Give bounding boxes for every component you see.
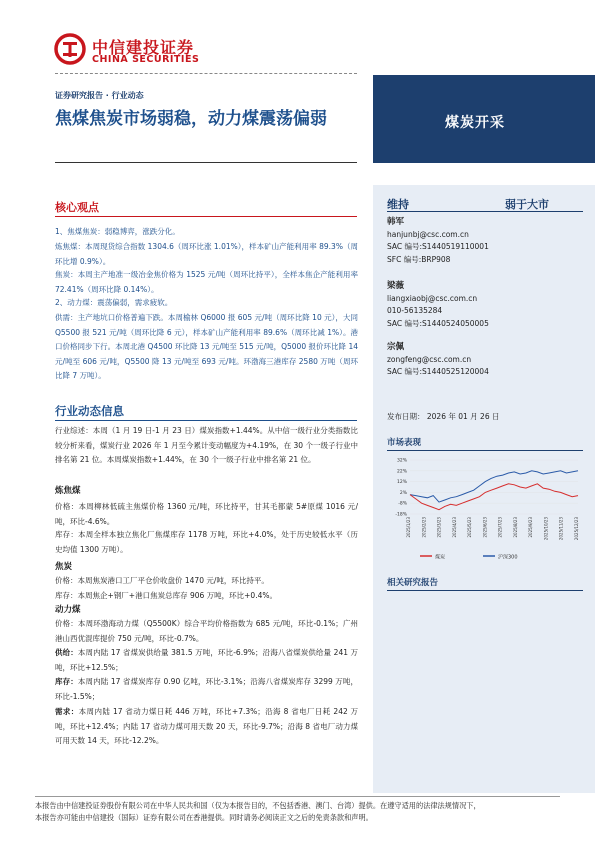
analyst-line: 010-56135284 bbox=[387, 306, 443, 315]
industry-heading: 行业动态信息 bbox=[55, 404, 124, 418]
coking-coal-stock: 库存：本周全样本独立焦化厂焦煤库存 1178 万吨，环比+4.0%，处于历史较低水平（历史均值 1300 万吨）。 bbox=[55, 530, 358, 554]
y-tick-label: -8% bbox=[398, 501, 407, 507]
core-point: 供需：主产地坑口价格普遍下跌。本周榆林 Q6000 报 605 元/吨（周环比降 10 元），大同 Q5500 报 521 元/吨（周环比降 6 元），样本矿山产能利用率 89.6%（周环比减 1%）。港口价格同步下行。本周北港 Q4500 环比降 13 元/吨至 515 元/吨，Q5000 报价环比降 14 元/吨至 606 元/吨，Q5500 降 13 元/吨至 693 元/吨。环渤海三港库存 2580 万吨（周环比降 7 万吨）。 bbox=[55, 313, 358, 380]
core-point: 2、动力煤：震荡偏弱，需求疲软。 bbox=[55, 298, 173, 307]
analyst-name: 梁薇 bbox=[387, 281, 405, 291]
legend-label-hs300: 沪深300 bbox=[498, 554, 518, 561]
industry-divider bbox=[55, 420, 357, 421]
coke-heading: 焦炭 bbox=[55, 562, 73, 572]
industry-summary: 行业综述：本周（1 月 19 日-1 月 23 日）煤炭指数+1.44%。从中信一级行业分类指数比较分析来看，煤炭行业 2026 年 1 月至今累计变动幅度为+4.19%，在 30 个一级子行业中排名第 21 位。本周煤炭指数+1.44%，在 30 个一级子行业中排名第 21 位。 bbox=[55, 426, 358, 464]
analyst-block bbox=[387, 280, 489, 330]
thermal-coal-supply bbox=[55, 646, 358, 675]
analyst-block bbox=[387, 341, 489, 379]
market-divider bbox=[387, 450, 583, 451]
core-point: 1、焦煤焦炭：弱稳博弈，涨跌分化。 bbox=[55, 227, 180, 236]
analyst-line: SAC 编号:S1440525120004 bbox=[387, 367, 489, 376]
market-performance-chart bbox=[388, 454, 584, 564]
header-divider bbox=[55, 73, 357, 74]
demand-text: 本周内陆 17 省动力煤日耗 446 万吨，环比+7.3%；沿海 8 省电厂日耗 242 万吨，环比+12.4%；内陆 17 省动力煤可用天数 20 天，环比-9.7%；沿海 8 省电厂动力煤可用天数 14 天，环比-12.2%。 bbox=[55, 707, 359, 745]
demand-label: 需求： bbox=[55, 707, 79, 716]
coking-coal-heading: 炼焦煤 bbox=[55, 486, 81, 496]
stock-text: 本周内陆 17 省煤炭库存 0.90 亿吨，环比-3.1%；沿海八省煤炭库存 3299 万吨，环比-1.5%； bbox=[55, 677, 359, 701]
analyst-line: SAC 编号:S1440524050005 bbox=[387, 318, 489, 328]
coke-price: 价格：本周焦炭港口工厂平仓价收盘价 1470 元/吨，环比持平。 bbox=[55, 576, 269, 585]
stock-label: 库存： bbox=[55, 677, 78, 686]
logo-cn-text: 中信建投证券 bbox=[92, 38, 195, 57]
title-divider bbox=[55, 162, 357, 163]
x-tick-label: 2025/8/23 bbox=[512, 517, 518, 538]
y-tick-label: 32% bbox=[396, 458, 407, 464]
x-tick-label: 2025/7/23 bbox=[497, 517, 503, 538]
report-type: 证券研究报告 · 行业动态 bbox=[55, 91, 144, 100]
analyst-line: SAC 编号:S1440519110001 bbox=[387, 242, 489, 251]
x-tick-label: 2025/4/23 bbox=[451, 517, 457, 538]
analyst-email: liangxiaobj@csc.com.cn bbox=[387, 293, 478, 303]
rating-divider bbox=[387, 211, 583, 212]
analyst-name: 宗佩 bbox=[387, 342, 405, 352]
related-reports-title: 相关研究报告 bbox=[387, 578, 439, 588]
disclaimer-line: 本报告由中信建投证券股份有限公司在中华人民共和国（仅为本报告目的，不包括香港、澳门、台湾）提供。在遵守适用的法律法规情况下， bbox=[35, 801, 481, 810]
analyst-block bbox=[387, 216, 489, 266]
x-tick-label: 2025/11/23 bbox=[558, 517, 564, 541]
supply-text: 本周内陆 17 省煤炭供给量 381.5 万吨，环比-6.9%；沿海八省煤炭供给量 241 万吨，环比+12.5%； bbox=[55, 648, 359, 672]
x-tick-label: 2025/10/23 bbox=[543, 517, 549, 541]
y-axis-ticks bbox=[395, 458, 578, 518]
thermal-coal-price: 价格：本周环渤海动力煤（Q5500K）综合平均价格指数为 685 元/吨，环比-0.1%；广州港山西优混库提价 750 元/吨，环比-0.7%。 bbox=[55, 619, 358, 643]
analyst-email: zongfeng@csc.com.cn bbox=[387, 354, 472, 364]
related-divider bbox=[387, 590, 583, 591]
sector-label: 煤炭开采 bbox=[445, 115, 505, 131]
x-tick-label: 2025/12/23 bbox=[574, 517, 579, 541]
y-tick-label: -18% bbox=[395, 512, 407, 518]
coking-coal-price: 价格：本周柳林低硫主焦煤价格 1360 元/吨，环比持平，甘其毛都蒙 5#原煤 1016 元/吨，环比-4.6%。 bbox=[55, 502, 358, 526]
market-performance-title: 市场表现 bbox=[387, 438, 422, 448]
footer-divider bbox=[35, 796, 560, 797]
x-axis-ticks bbox=[406, 517, 579, 541]
x-tick-label: 2025/2/23 bbox=[421, 517, 427, 538]
analyst-email: hanjunbj@csc.com.cn bbox=[387, 229, 469, 239]
y-tick-label: 12% bbox=[396, 480, 407, 486]
supply-label: 供给： bbox=[55, 648, 78, 657]
coal-series-line bbox=[410, 484, 578, 510]
coke-stock: 库存：本周焦企+钢厂+港口焦炭总库存 906 万吨，环比+0.4%。 bbox=[55, 591, 277, 600]
legend-label-coal: 煤炭 bbox=[435, 554, 446, 561]
rating-label: 维持 bbox=[387, 198, 409, 211]
x-tick-label: 2025/1/23 bbox=[406, 517, 411, 538]
core-point: 焦炭：本周主产地准一级冶金焦价格为 1525 元/吨（周环比持平），全样本焦企产能利用率 72.41%（周环比降 0.14%）。 bbox=[55, 270, 358, 294]
x-tick-label: 2025/3/23 bbox=[436, 517, 442, 538]
y-tick-label: 22% bbox=[396, 469, 407, 475]
thermal-coal-heading: 动力煤 bbox=[55, 605, 81, 615]
core-point: 炼焦煤：本周现货综合指数 1304.6（周环比涨 1.01%），样本矿山产能利用率 89.3%（周环比增 0.9%）。 bbox=[55, 242, 358, 266]
thermal-coal-stock bbox=[55, 675, 358, 704]
chart-legend bbox=[420, 554, 518, 561]
analyst-line: SFC 编号:BRP908 bbox=[387, 254, 451, 264]
report-title: 焦煤焦炭市场弱稳，动力煤震荡偏弱 bbox=[55, 109, 327, 129]
x-tick-label: 2025/6/23 bbox=[482, 517, 488, 538]
x-tick-label: 2025/5/23 bbox=[467, 517, 473, 538]
core-views-heading: 核心观点 bbox=[55, 201, 99, 214]
hs300-series-line bbox=[410, 471, 578, 502]
rating-value: 弱于大市 bbox=[505, 198, 549, 211]
y-tick-label: 2% bbox=[399, 490, 407, 496]
thermal-coal-demand bbox=[55, 705, 358, 749]
x-tick-label: 2025/9/23 bbox=[528, 517, 534, 538]
logo-en-text: CHINA SECURITIES bbox=[92, 54, 200, 65]
analyst-name: 韩军 bbox=[387, 217, 405, 227]
disclaimer-line: 本报告亦可能由中信建投（国际）证券有限公司在香港提供。同时请务必阅读正文之后的免责条款和声明。 bbox=[35, 813, 373, 822]
china-securities-logo-icon bbox=[54, 33, 86, 65]
publish-date: 发布日期： 2026 年 01 月 26 日 bbox=[387, 412, 500, 421]
core-divider bbox=[55, 216, 357, 217]
